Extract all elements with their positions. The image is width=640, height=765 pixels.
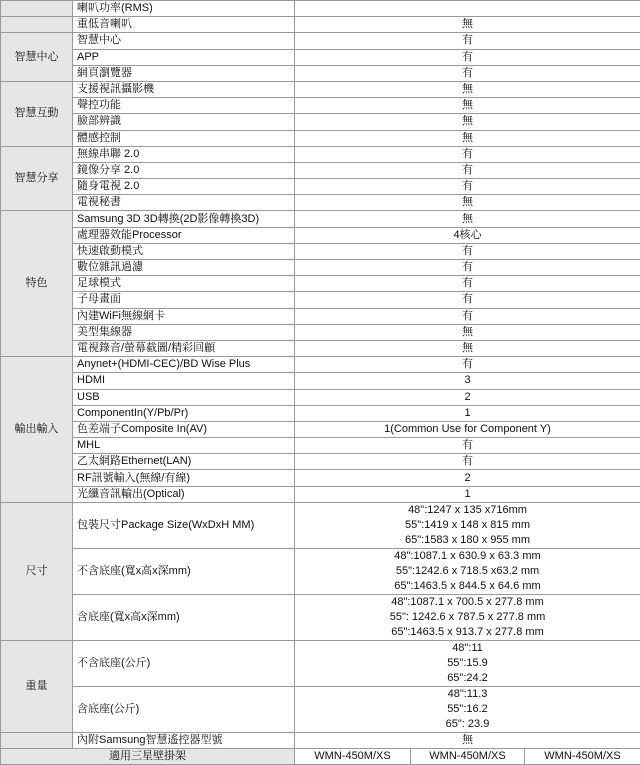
spec-label: 數位雜訊過濾 [73, 260, 295, 276]
value-line: 65":1583 x 180 x 955 mm [299, 533, 636, 548]
table-row [1, 1, 640, 17]
spec-label: ComponentIn(Y/Pb/Pr) [73, 405, 295, 421]
table-row [1, 243, 640, 259]
spec-label: 含底座(公斤) [73, 686, 295, 732]
value-line: 48":1247 x 135 x716mm [299, 503, 636, 518]
spec-label: 電視錄音/螢幕截圖/精彩回顧 [73, 340, 295, 356]
spec-label: APP [73, 49, 295, 65]
spec-label: 智慧中心 [73, 33, 295, 49]
value-line: 48":1087.1 x 630.9 x 63.3 mm [299, 549, 636, 564]
category-weight: 重量 [1, 640, 73, 732]
spec-value: 有 [295, 454, 640, 470]
spec-value-multiline [295, 548, 640, 594]
spec-label: 含底座(寬x高x深mm) [73, 594, 295, 640]
spec-value: 有 [295, 292, 640, 308]
spec-label: 光纖音訊輸出(Optical) [73, 486, 295, 502]
value-line: 65":1463.5 x 913.7 x 277.8 mm [299, 625, 636, 640]
spec-label: 美型集線器 [73, 324, 295, 340]
spec-label: 子母畫面 [73, 292, 295, 308]
table-row [1, 486, 640, 502]
spec-value: 2 [295, 389, 640, 405]
table-row [1, 195, 640, 211]
spec-label: RF訊號輸入(無線/有線) [73, 470, 295, 486]
spec-value: 無 [295, 340, 640, 356]
value-line: 55": 1242.6 x 787.5 x 277.8 mm [299, 610, 636, 625]
spec-label: 內建WiFi無線網卡 [73, 308, 295, 324]
spec-value: 4核心 [295, 227, 640, 243]
category-smart-share: 智慧分享 [1, 146, 73, 211]
spec-label: 喇叭功率(RMS) [73, 1, 295, 17]
category-cell-empty [1, 17, 73, 33]
spec-label: 包裝尺寸Package Size(WxDxH MM) [73, 502, 295, 548]
spec-value: 2 [295, 470, 640, 486]
spec-value-multiline [295, 686, 640, 732]
spec-value: 有 [295, 33, 640, 49]
value-line: 48":1087.1 x 700.5 x 277.8 mm [299, 595, 636, 610]
spec-value: 有 [295, 438, 640, 454]
table-row [1, 502, 640, 548]
table-row [1, 749, 640, 765]
table-row [1, 65, 640, 81]
table-row [1, 114, 640, 130]
spec-label: 無線串聯 2.0 [73, 146, 295, 162]
category-dimensions: 尺寸 [1, 502, 73, 640]
spec-label: 臉部辨識 [73, 114, 295, 130]
table-row [1, 179, 640, 195]
spec-label: HDMI [73, 373, 295, 389]
spec-value: 有 [295, 357, 640, 373]
wall-mount-model: WMN-450M/XS [525, 749, 640, 765]
spec-label: Anynet+(HDMI-CEC)/BD Wise Plus [73, 357, 295, 373]
spec-label: 聲控功能 [73, 98, 295, 114]
spec-label: 電視秘書 [73, 195, 295, 211]
spec-value: 無 [295, 211, 640, 227]
value-line: 55":15.9 [299, 656, 636, 671]
value-line: 55":1419 x 148 x 815 mm [299, 518, 636, 533]
value-line: 65": 23.9 [299, 717, 636, 732]
spec-value [295, 1, 640, 17]
table-row [1, 454, 640, 470]
spec-label: 不含底座(寬x高x深mm) [73, 548, 295, 594]
spec-label: 處理器效能Processor [73, 227, 295, 243]
table-row [1, 594, 640, 640]
spec-label: 網頁瀏覽器 [73, 65, 295, 81]
table-row [1, 308, 640, 324]
spec-label: 鏡像分享 2.0 [73, 162, 295, 178]
table-row [1, 276, 640, 292]
table-row [1, 98, 640, 114]
spec-value: 無 [295, 98, 640, 114]
table-row [1, 421, 640, 437]
spec-value: 有 [295, 276, 640, 292]
table-row [1, 438, 640, 454]
table-row [1, 49, 640, 65]
spec-value: 有 [295, 49, 640, 65]
table-row [1, 732, 640, 748]
spec-value: 有 [295, 162, 640, 178]
spec-label: USB [73, 389, 295, 405]
table-row [1, 324, 640, 340]
table-row [1, 389, 640, 405]
category-cell-empty [1, 1, 73, 17]
spec-label: 支援視訊攝影機 [73, 81, 295, 97]
spec-value-multiline [295, 502, 640, 548]
table-row [1, 292, 640, 308]
spec-label: 快速啟動模式 [73, 243, 295, 259]
spec-label: 足球模式 [73, 276, 295, 292]
spec-label: 不含底座(公斤) [73, 640, 295, 686]
spec-value: 無 [295, 195, 640, 211]
table-row [1, 130, 640, 146]
table-row [1, 686, 640, 732]
spec-label: 隨身電視 2.0 [73, 179, 295, 195]
spec-label: 適用三星壁掛架 [1, 749, 295, 765]
spec-label: MHL [73, 438, 295, 454]
value-line: 55":1242.6 x 718.5 x63.2 mm [299, 564, 636, 579]
table-row [1, 211, 640, 227]
spec-value: 無 [295, 732, 640, 748]
spec-label: Samsung 3D 3D轉換(2D影像轉換3D) [73, 211, 295, 227]
table-row [1, 640, 640, 686]
spec-value-multiline [295, 594, 640, 640]
value-line: 48":11 [299, 641, 636, 656]
table-row [1, 17, 640, 33]
spec-value-multiline [295, 640, 640, 686]
category-cell-empty [1, 732, 73, 748]
spec-value: 有 [295, 260, 640, 276]
category-io: 輸出輸入 [1, 357, 73, 503]
table-row [1, 373, 640, 389]
spec-value: 有 [295, 308, 640, 324]
table-row [1, 260, 640, 276]
table-row [1, 146, 640, 162]
spec-value: 有 [295, 243, 640, 259]
category-smart-hub: 智慧中心 [1, 33, 73, 82]
table-row [1, 548, 640, 594]
value-line: 55":16.2 [299, 702, 636, 717]
category-features: 特色 [1, 211, 73, 357]
spec-value: 無 [295, 17, 640, 33]
category-smart-interaction: 智慧互動 [1, 81, 73, 146]
spec-value: 1 [295, 486, 640, 502]
wall-mount-model: WMN-450M/XS [411, 749, 525, 765]
wall-mount-model: WMN-450M/XS [295, 749, 411, 765]
spec-value: 無 [295, 81, 640, 97]
table-row [1, 405, 640, 421]
table-row [1, 227, 640, 243]
spec-value: 無 [295, 114, 640, 130]
spec-value: 有 [295, 179, 640, 195]
value-line: 65":1463.5 x 844.5 x 64.6 mm [299, 579, 636, 594]
spec-label: 色差端子Composite In(AV) [73, 421, 295, 437]
spec-value: 無 [295, 324, 640, 340]
table-row [1, 470, 640, 486]
spec-value: 1 [295, 405, 640, 421]
spec-value: 有 [295, 146, 640, 162]
spec-label: 乙太網路Ethernet(LAN) [73, 454, 295, 470]
table-row [1, 357, 640, 373]
spec-label: 重低音喇叭 [73, 17, 295, 33]
spec-value: 無 [295, 130, 640, 146]
table-row [1, 33, 640, 49]
spec-value: 1(Common Use for Component Y) [295, 421, 640, 437]
table-row [1, 162, 640, 178]
spec-value: 有 [295, 65, 640, 81]
spec-label: 體感控制 [73, 130, 295, 146]
value-line: 65":24.2 [299, 671, 636, 686]
spec-label: 內附Samsung智慧遙控器型號 [73, 732, 295, 748]
value-line: 48":11.3 [299, 687, 636, 702]
spec-value: 3 [295, 373, 640, 389]
table-row [1, 81, 640, 97]
table-row [1, 340, 640, 356]
